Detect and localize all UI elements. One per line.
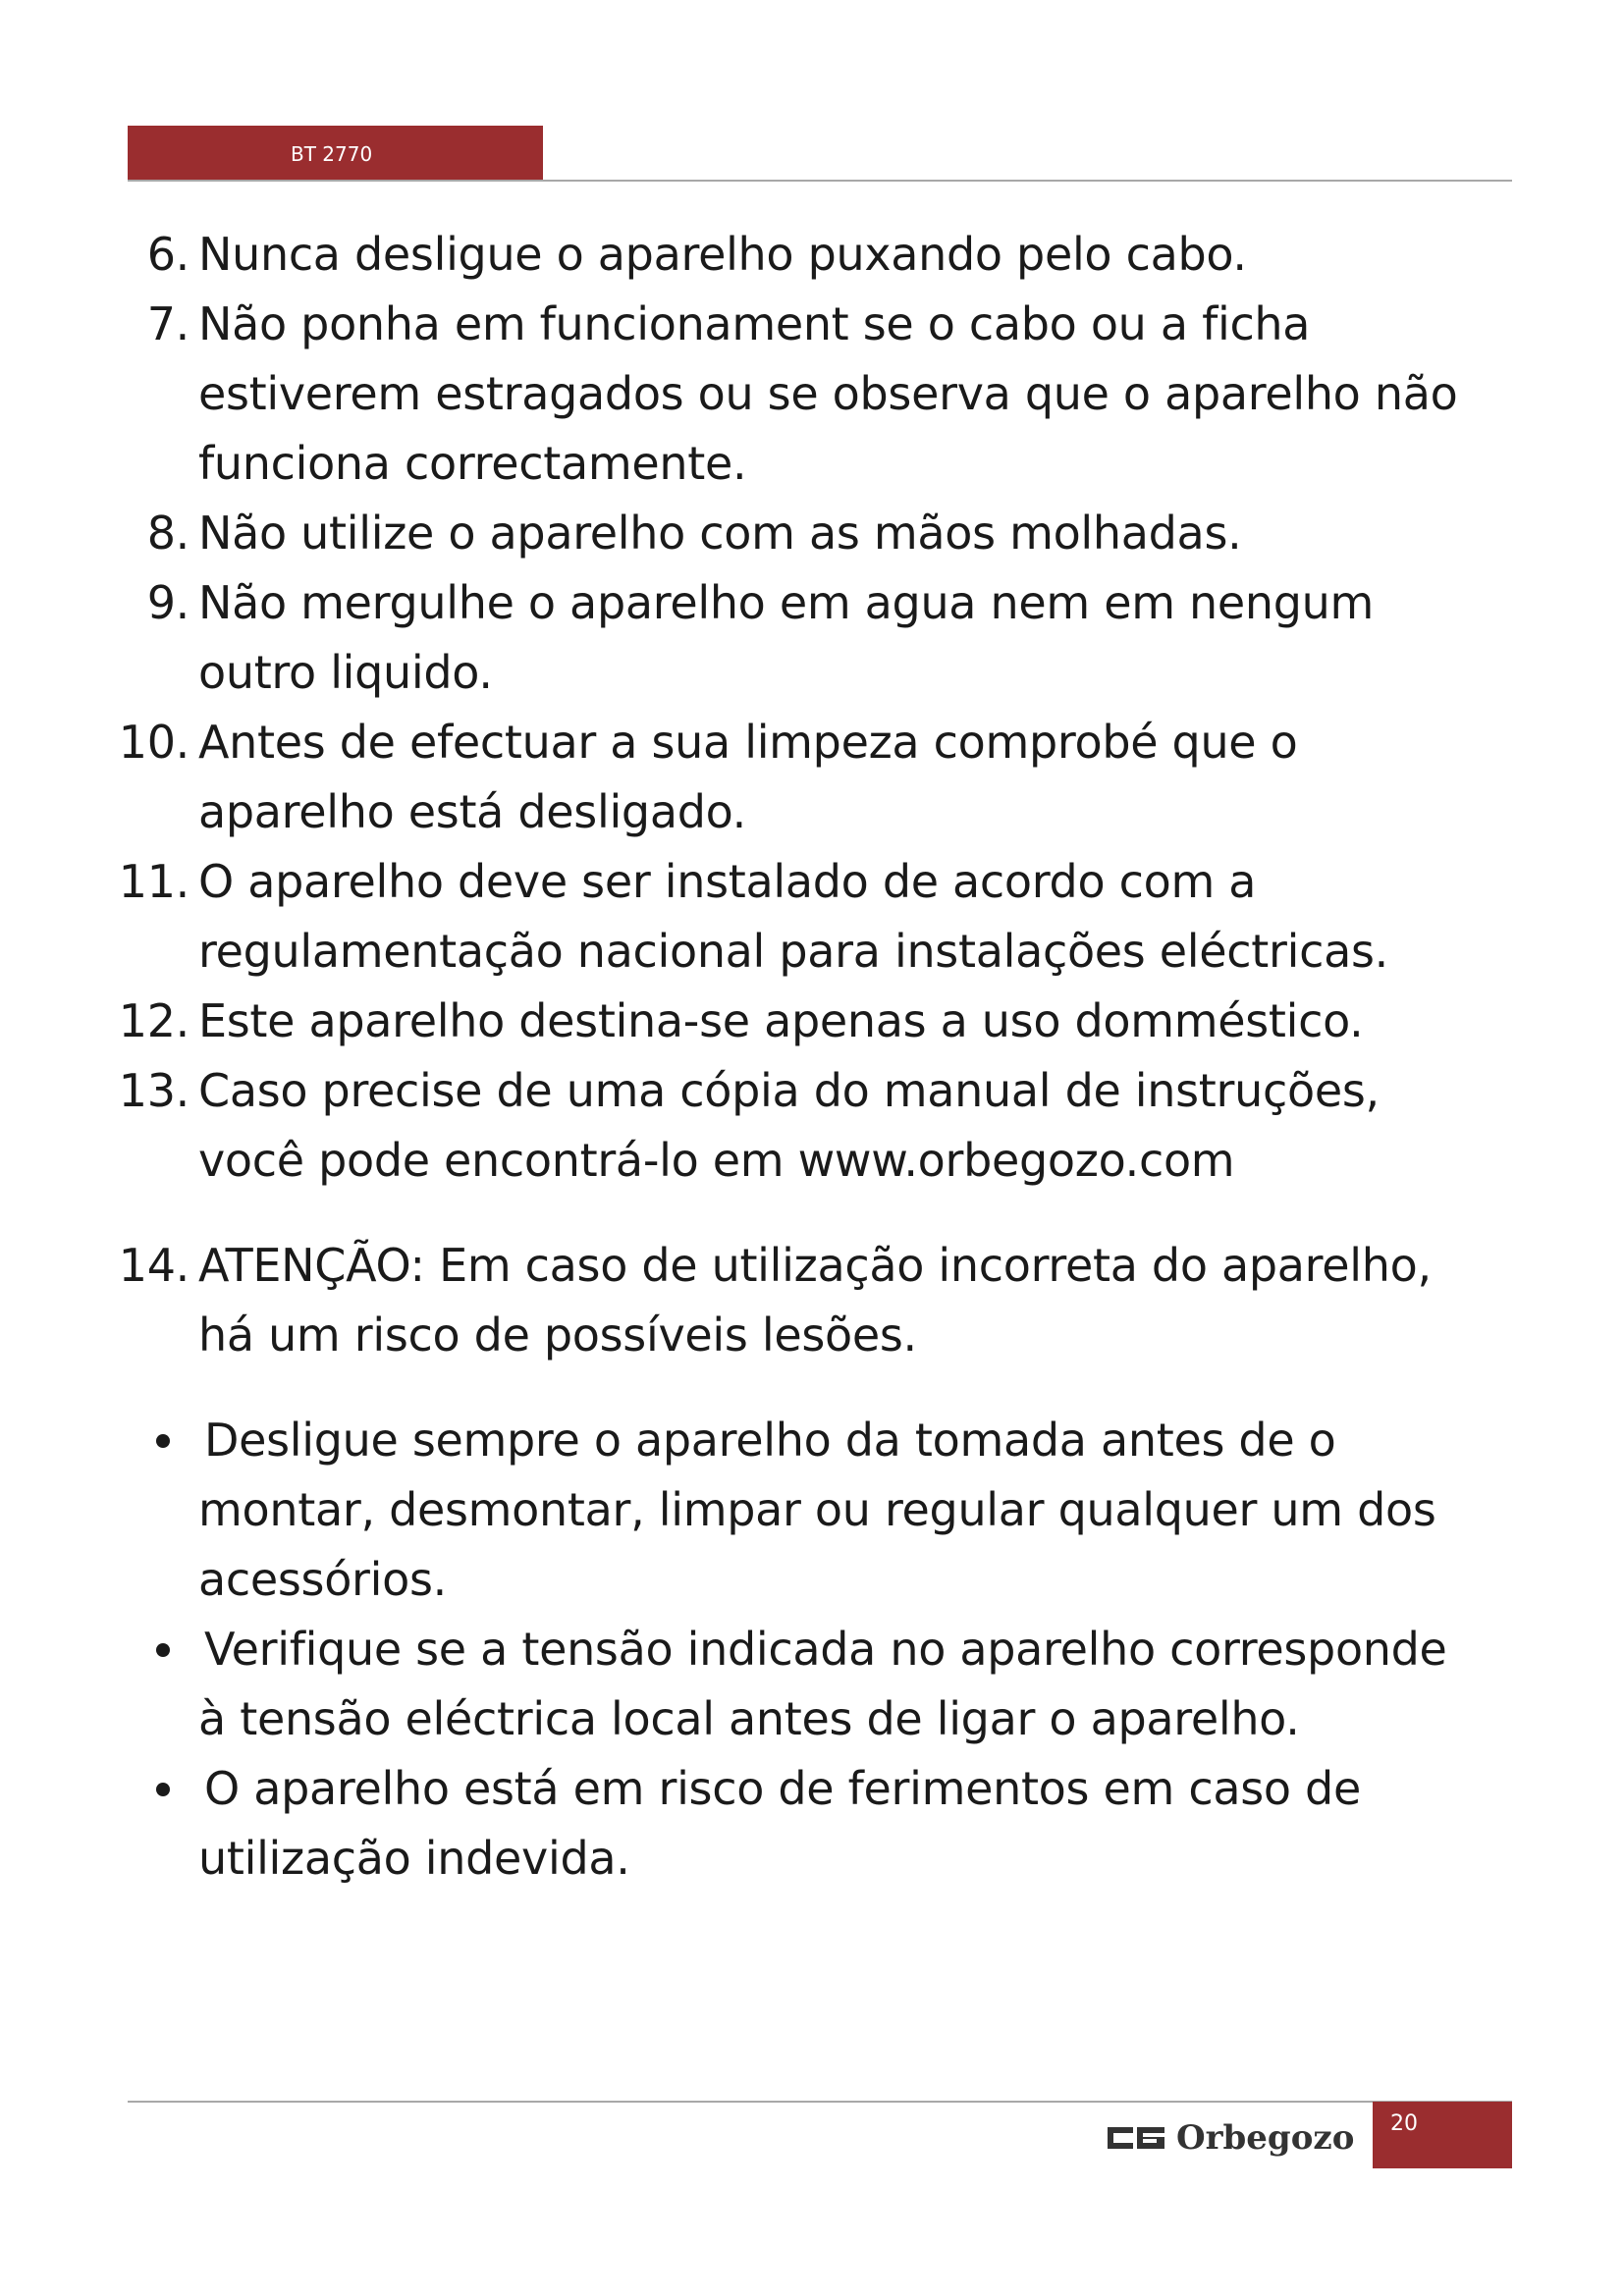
list-item xyxy=(0,568,1624,708)
brand-mark-icon xyxy=(1108,2123,1166,2153)
list-item xyxy=(0,847,1624,987)
bullet-line: acessórios. xyxy=(198,1553,447,1606)
bullet-line: montar, desmontar, limpar ou regular qualquer um dos xyxy=(198,1483,1436,1536)
item-number: 11. xyxy=(118,855,189,908)
spacer xyxy=(0,1370,1624,1406)
item-number: 9. xyxy=(146,576,189,629)
item-number: 7. xyxy=(146,297,189,350)
list-item-warning xyxy=(0,1231,1624,1370)
item-line: Este aparelho destina-se apenas a uso domméstico. xyxy=(198,994,1364,1047)
bullet-item xyxy=(0,1406,1624,1615)
item-number: 8. xyxy=(146,507,189,560)
list-item xyxy=(0,220,1624,290)
list-item xyxy=(0,290,1624,499)
item-number: 6. xyxy=(146,228,189,281)
item-line: funciona correctamente. xyxy=(198,437,747,490)
model-label: BT 2770 xyxy=(291,142,373,166)
model-tab xyxy=(128,126,543,181)
item-line: outro liquido. xyxy=(198,646,493,699)
bullet-dot-icon xyxy=(156,1643,170,1657)
bullet-line: Verifique se a tensão indicada no aparelho corresponde xyxy=(204,1623,1447,1676)
item-number: 13. xyxy=(118,1064,189,1117)
item-number: 12. xyxy=(118,994,189,1047)
item-line: há um risco de possíveis lesões. xyxy=(198,1308,917,1362)
item-line: O aparelho deve ser instalado de acordo com a xyxy=(198,855,1257,908)
item-number: 10. xyxy=(118,716,189,769)
item-line: Não mergulhe o aparelho em agua nem em nengum xyxy=(198,576,1375,629)
item-line: Não ponha em funcionament se o cabo ou a ficha xyxy=(198,297,1311,350)
header-rule xyxy=(128,180,1512,182)
item-line: Nunca desligue o aparelho puxando pelo cabo. xyxy=(198,228,1247,281)
brand-name: Orbegozo xyxy=(1176,2118,1355,2158)
page-number-box xyxy=(1373,2102,1512,2168)
bullet-dot-icon xyxy=(156,1783,170,1796)
bullet-dot-icon xyxy=(156,1434,170,1448)
item-number: 14. xyxy=(118,1239,189,1292)
bullet-item xyxy=(0,1615,1624,1754)
item-line: ATENÇÃO: Em caso de utilização incorreta do aparelho, xyxy=(198,1239,1432,1292)
item-line: estiverem estragados ou se observa que o aparelho não xyxy=(198,367,1458,420)
item-line: regulamentação nacional para instalações eléctricas. xyxy=(198,925,1388,978)
bullet-line: O aparelho está em risco de ferimentos em caso de xyxy=(204,1762,1361,1815)
bullet-line: Desligue sempre o aparelho da tomada antes de o xyxy=(204,1414,1336,1467)
list-item xyxy=(0,987,1624,1056)
bullet-item xyxy=(0,1754,1624,1894)
spacer xyxy=(0,1196,1624,1231)
list-item xyxy=(0,499,1624,568)
bullet-line: à tensão eléctrica local antes de ligar o aparelho. xyxy=(198,1692,1300,1745)
footer-rule xyxy=(128,2101,1512,2103)
page-number: 20 xyxy=(1390,2111,1418,2136)
item-line: Caso precise de uma cópia do manual de instruções, xyxy=(198,1064,1380,1117)
bullet-line: utilização indevida. xyxy=(198,1832,630,1885)
item-line: Antes de efectuar a sua limpeza comprobé que o xyxy=(198,716,1298,769)
instructions-content xyxy=(0,220,1624,1894)
item-line: Não utilize o aparelho com as mãos molhadas. xyxy=(198,507,1242,560)
list-item xyxy=(0,1056,1624,1196)
item-line: você pode encontrá-lo em www.orbegozo.com xyxy=(198,1134,1235,1187)
list-item xyxy=(0,708,1624,847)
item-line: aparelho está desligado. xyxy=(198,785,746,838)
brand-logo xyxy=(1108,2118,1354,2158)
